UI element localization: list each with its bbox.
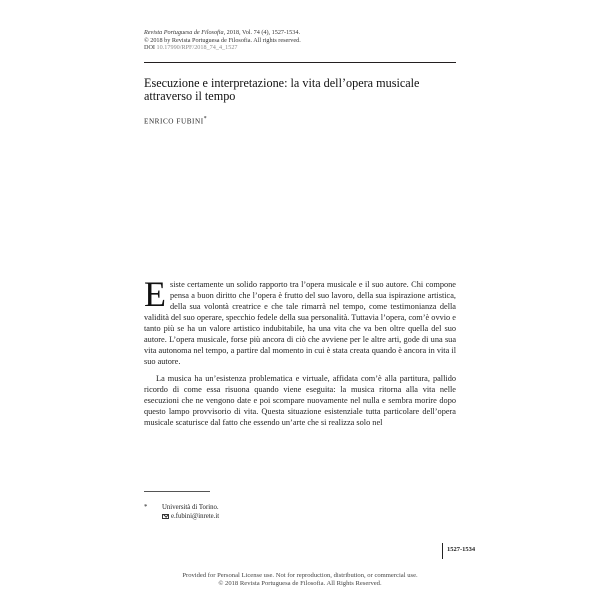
- footnote-line-2: [144, 512, 219, 521]
- journal-citation: [144, 29, 464, 37]
- doi-line: [144, 44, 464, 52]
- author-line: [144, 116, 207, 125]
- paragraph-1: [144, 274, 456, 367]
- journal-name: Revista Portuguesa de Filosofia: [144, 29, 224, 36]
- footnote: [144, 503, 219, 521]
- doi-label: DOI: [144, 44, 155, 52]
- citation-details: , 2018, Vol. 74 (4), 1527-1534.: [223, 29, 301, 36]
- license-notice: Provided for Personal License use. Not for reproduction, distribution, or commercial use.: [182, 572, 418, 579]
- footnote-mark: *: [144, 504, 148, 511]
- article-title: Esecuzione e interpretazione: la vita dell’opera musicale attraverso il tempo: [144, 76, 420, 104]
- header-rule: [144, 62, 456, 63]
- article-body: [144, 274, 456, 428]
- paragraph-1-text: siste certamente un solido rapporto tra l’opera musicale e il suo autore. Chi compone pensa a buon diritto che l’opera è frutto del suo lavoro, della sua ispirazione artistica, della sua volontà creatrice e che tale rimarrà nel tempo, come testimonianza della validità del suo operare, specchio fedele della sua personalità. Tuttavia l’opera, com’è ovvio e tanto più se ha un valore artistico indubitabile, ha una vita che va ben oltre quella del suo autore. L’opera musicale, forse più ancora di ciò che avviene per le altre arti, gode di una sua vita autonoma nel tempo, a partire dal momento in cui è stata creata quando è ancora in vita il suo autore.: [144, 280, 456, 366]
- author-email[interactable]: e.fubini@inrete.it: [171, 513, 220, 520]
- doi-link[interactable]: 10.17990/RPF/2018_74_4_1527: [156, 44, 238, 52]
- page-footer: [0, 572, 600, 588]
- header-copyright: © 2018 by Revista Portuguesa de Filosofia. All rights reserved.: [144, 36, 301, 44]
- footer-copyright: © 2018 Revista Portuguesa de Filosofia. All Rights Reserved.: [218, 580, 382, 588]
- drop-cap: E: [144, 274, 166, 314]
- footnote-line-1: [144, 503, 219, 512]
- author-name: ENRICO FUBINI: [144, 117, 204, 126]
- paragraph-2: La musica ha un’esistenza problematica e virtuale, affidata com’è alla partitura, pallido ricordo di come essa risuona quando viene eseguita: la musica ritorna alla vita nelle esecuzioni che ne vengono date e poi scompare nuovamente nel nulla e sembra morire dopo questo lampo provvisorio di vita. Questa situazione esistenziale tutta particolare dell’opera musicale scaturisce dal fatto che essendo un’arte che si realizza solo nel: [144, 374, 456, 427]
- journal-header: [144, 29, 464, 52]
- footnote-rule: [144, 491, 210, 492]
- envelope-icon: [162, 514, 169, 519]
- affiliation: Università di Torino.: [162, 504, 219, 511]
- author-footnote-mark: *: [203, 116, 207, 122]
- page-range-marker: 1527-1534: [442, 543, 475, 559]
